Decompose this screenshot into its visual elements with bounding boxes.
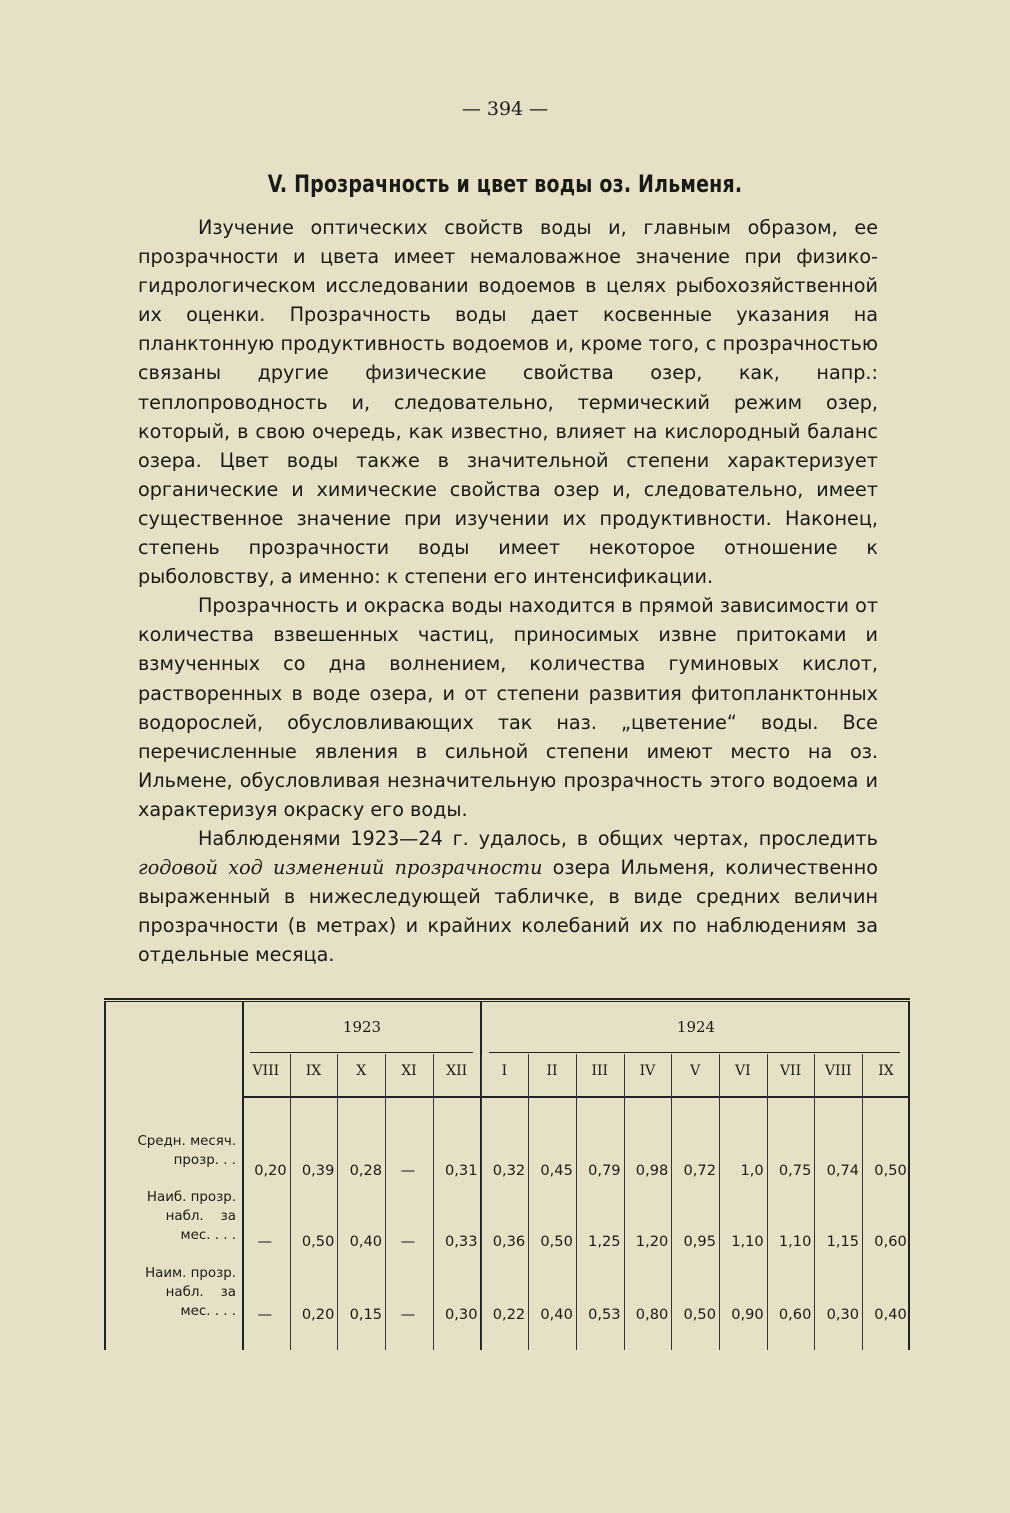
- table-cell: 0,40: [349, 1233, 383, 1250]
- row-label: [104, 1264, 236, 1321]
- table-cell: 0,53: [588, 1306, 621, 1323]
- table-cell: 0,60: [874, 1233, 907, 1250]
- table-cell: 0,15: [349, 1306, 383, 1323]
- body-text: [138, 213, 878, 969]
- table-cell: 0,75: [778, 1162, 812, 1179]
- table-cell: 0,90: [731, 1306, 764, 1323]
- year-underline-2: [489, 1052, 901, 1053]
- table-cell: 0,45: [540, 1162, 573, 1179]
- transparency-table: [104, 998, 910, 1350]
- table-cell: 0,40: [874, 1306, 907, 1323]
- table-cell: 0,80: [635, 1306, 669, 1323]
- page-number: — 394 —: [461, 98, 549, 120]
- table-cell: 0,20: [254, 1162, 287, 1179]
- table-right-border: [908, 1002, 910, 1350]
- table-cell: 0,50: [301, 1233, 335, 1250]
- table-cell: —: [400, 1306, 416, 1323]
- year-1923: 1923: [342, 1018, 382, 1036]
- table-top-rule: [104, 998, 910, 1002]
- table-cell: —: [400, 1162, 416, 1179]
- month-label: XI: [401, 1063, 417, 1079]
- row-label-line: Наим. прозр.: [145, 1266, 236, 1281]
- table-cell: —: [257, 1233, 273, 1250]
- table-cell: 0,72: [683, 1162, 716, 1179]
- row-label-line: прозр. . .: [173, 1153, 236, 1168]
- row-label-line: Средн. месяч.: [137, 1134, 236, 1149]
- paragraph-1: Изучение оптических свойств воды и, главным образом, ее прозрачности и цвета имеет немаловажное значение при физико-гидрологическом исследовании водоемов в целях рыбохозяйственной их оценки. Прозрачность воды дает косвенные указания на планктонную продуктивность водоемов и, кроме того, с прозрачностью связаны другие физические свойства озер, как, напр.: теплопроводность и, следовательно, термический режим озер, который, в свою очередь, как известно, влияет на кислородный баланс озера. Цвет воды также в значительной степени характеризует органические и химические свойства озер и, следовательно, имеет существенное значение при изучении их продуктивности. Наконец, степень прозрачности воды имеет некоторое отношение к рыболовству, а именно: к степени его интенсификации.: [138, 216, 878, 589]
- table-cell: 1,0: [740, 1162, 764, 1179]
- table-cell: 0,20: [301, 1306, 335, 1323]
- paragraph-3-end: озера Ильменя, количественно выраженный в нижеследующей табличке, в виде средних величин прозрачности (в метрах) и крайних колебаний их по наблюдениям за отдельные месяца.: [138, 856, 879, 967]
- section-title: V. Прозрачность и цвет воды оз. Ильменя.: [267, 170, 743, 198]
- paragraph-3: [138, 824, 878, 969]
- paragraph-3-start: Наблюденями 1923—24 г. удалось, в общих чертах, проследить: [198, 826, 878, 850]
- table-cell: 0,36: [492, 1233, 526, 1250]
- table-cell: 1,20: [635, 1233, 669, 1250]
- month-label: X: [356, 1063, 367, 1079]
- table-cell: 0,33: [444, 1233, 478, 1250]
- row-label: [104, 1188, 236, 1245]
- table-cell: 1,10: [778, 1233, 812, 1250]
- table-cell: 0,28: [349, 1162, 383, 1179]
- table-cell: 0,50: [874, 1162, 907, 1179]
- table-cell: 0,74: [826, 1162, 860, 1179]
- month-label: IX: [878, 1063, 894, 1079]
- table-cell: 0,40: [540, 1306, 573, 1323]
- year-underline: [250, 1052, 473, 1053]
- month-label: I: [501, 1063, 508, 1079]
- table-cell: 0,95: [683, 1233, 716, 1250]
- month-label: VIII: [824, 1063, 852, 1079]
- table-cell: —: [257, 1306, 273, 1323]
- row-label-line: Наиб. прозр.: [146, 1190, 236, 1205]
- row-label: [104, 1132, 236, 1170]
- table-cell: 0,31: [444, 1162, 478, 1179]
- row-label-line: набл. за: [165, 1285, 236, 1300]
- month-label: VI: [735, 1063, 751, 1079]
- month-label: VII: [779, 1063, 802, 1079]
- table-cell: 0,39: [301, 1162, 335, 1179]
- table-cell: 0,30: [444, 1306, 478, 1323]
- table-cell: 0,60: [778, 1306, 812, 1323]
- table-cell: 1,10: [731, 1233, 764, 1250]
- year-1924: 1924: [676, 1018, 716, 1036]
- table-cell: —: [400, 1233, 416, 1250]
- table-cell: 0,98: [635, 1162, 669, 1179]
- row-label-line: мес. . . .: [180, 1304, 236, 1319]
- month-label: III: [591, 1063, 609, 1079]
- month-label: V: [690, 1063, 701, 1079]
- month-label: VIII: [252, 1063, 280, 1079]
- month-label: II: [546, 1063, 558, 1079]
- table-cell: 0,50: [540, 1233, 573, 1250]
- paragraph-3-italic: годовой ход изменений прозрачности: [138, 856, 543, 880]
- month-label: IV: [639, 1063, 656, 1079]
- row-label-line: мес. . . .: [180, 1228, 236, 1243]
- table-cell: 1,25: [588, 1233, 621, 1250]
- table-cell: 0,22: [492, 1306, 526, 1323]
- table-cell: 0,30: [826, 1306, 860, 1323]
- paragraph-2: Прозрачность и окраска воды находится в прямой зависимости от количества взвешенных частиц, приносимых извне притоками и взмученных со дна волнением, количества гуминовых кислот, растворенных в воде озера, и от степени развития фитопланктонных водорослей, обусловливающих так наз. „цветение“ воды. Все перечисленные явления в сильной степени имеют место на оз. Ильмене, обусловливая незначительную прозрачность этого водоема и характеризуя окраску его воды.: [138, 594, 878, 821]
- table-cell: 1,15: [826, 1233, 860, 1250]
- month-label: XII: [446, 1063, 468, 1079]
- table-cell: 0,79: [588, 1162, 621, 1179]
- table-cell: 0,50: [683, 1306, 716, 1323]
- month-label: IX: [305, 1063, 322, 1079]
- table-cell: 0,32: [492, 1162, 526, 1179]
- row-label-line: набл. за: [165, 1209, 236, 1224]
